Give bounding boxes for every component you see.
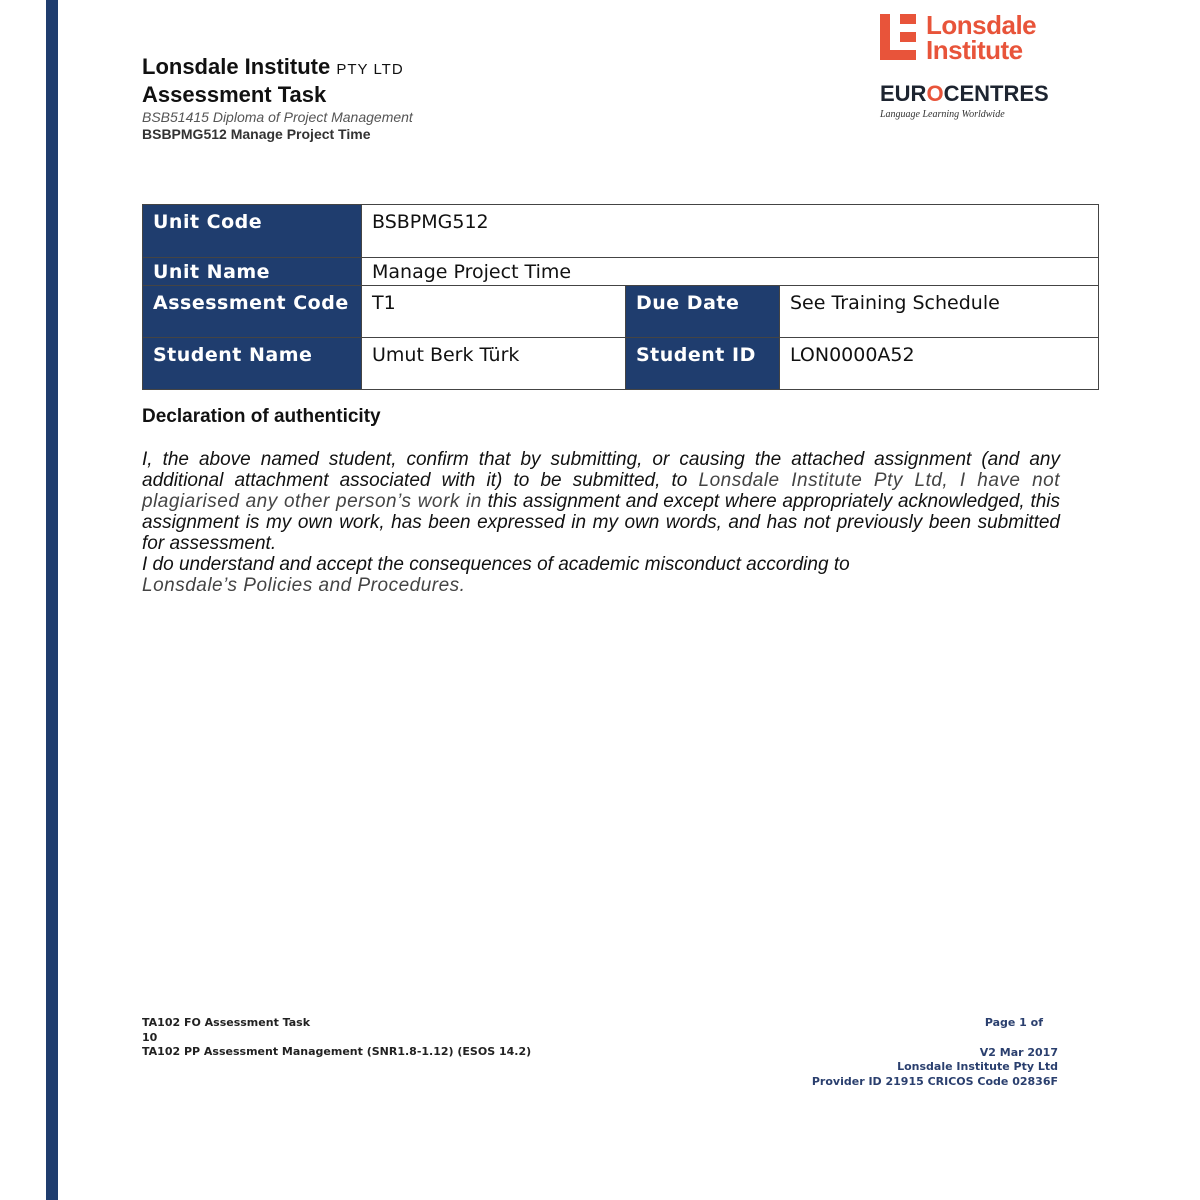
euro-part-1: EUR [880,81,927,106]
declaration-paragraph-2 [142,554,1060,596]
footer-left [142,1016,531,1060]
student-id-label: Student ID [626,338,780,390]
footer-right [812,1016,1058,1089]
document-header [142,54,702,142]
declaration-paragraph-1 [142,449,1060,554]
document-title: Assessment Task [142,82,327,107]
declaration-p1-b: Lonsdale Institute Pty Ltd, I have not plagiarised any other person’s work in [142,470,1061,512]
lonsdale-logo-icon [880,14,916,60]
footer-form-code: TA102 FO Assessment Task [142,1016,311,1029]
footer-provider-id: Provider ID 21915 CRICOS Code 02836F [811,1074,1058,1088]
footer-policy-ref: TA102 PP Assessment Management (SNR1.8-1.12) (ESOS 14.2) [142,1045,532,1058]
course-name: BSB51415 Diploma of Project Management [142,109,413,125]
eurocentres-wordmark [880,82,1049,106]
institute-name-text: Lonsdale Institute [142,54,331,79]
student-id-value: LON0000A52 [780,338,1099,390]
footer-version: V2 Mar 2017 [979,1045,1058,1059]
lonsdale-eurocentres-logo [878,10,1078,120]
unit-code-value: BSBPMG512 [362,205,1099,258]
row-unit-code [143,205,1099,258]
row-student [143,338,1099,390]
declaration-p1-a: I, the above named student, confirm that by submitting, or causing the attached assignment (and any additional attachment associated with it) to be submitted, to [142,449,1060,491]
declaration-p1-c: this assignment and except where appropriately acknowledged, this assignment is my own work, has been expressed in my own words, and has not previously been submitted for assessment. [142,491,1061,554]
declaration-p2-b: Lonsdale’s Policies and Procedures. [142,575,466,596]
due-date-label: Due Date [626,286,780,338]
student-name-value: Umut Berk Türk [362,338,626,390]
unit-name-value: Manage Project Time [362,258,1099,286]
row-assessment-code [143,286,1099,338]
logo-word-lonsdale: Lonsdale [926,10,1037,40]
assessment-info-table [142,204,1099,390]
unit-code-label: Unit Code [143,205,362,258]
unit-name: BSBPMG512 Manage Project Time [142,126,371,142]
row-unit-name [143,258,1099,286]
institute-name [142,54,702,83]
assessment-code-value: T1 [362,286,626,338]
euro-part-2: CENTRES [943,81,1049,106]
assessment-code-label: Assessment Code [143,286,362,338]
euro-part-o: O [926,81,944,106]
declaration-title: Declaration of authenticity [142,406,381,427]
unit-name-label: Unit Name [143,258,362,286]
page-left-border [46,0,58,1200]
eurocentres-tagline: Language Learning Worldwide [880,109,1005,120]
footer-form-number: 10 [142,1030,158,1044]
page-number: Page 1 of [984,1016,1043,1029]
due-date-value: See Training Schedule [780,286,1099,338]
declaration-text [142,449,1060,596]
institute-suffix: PTY LTD [336,61,404,78]
footer-company: Lonsdale Institute Pty Ltd [897,1060,1058,1073]
logo-word-institute: Institute [926,35,1023,65]
declaration-p2-a: I do understand and accept the consequences of academic misconduct according to [142,554,850,575]
student-name-label: Student Name [143,338,362,390]
